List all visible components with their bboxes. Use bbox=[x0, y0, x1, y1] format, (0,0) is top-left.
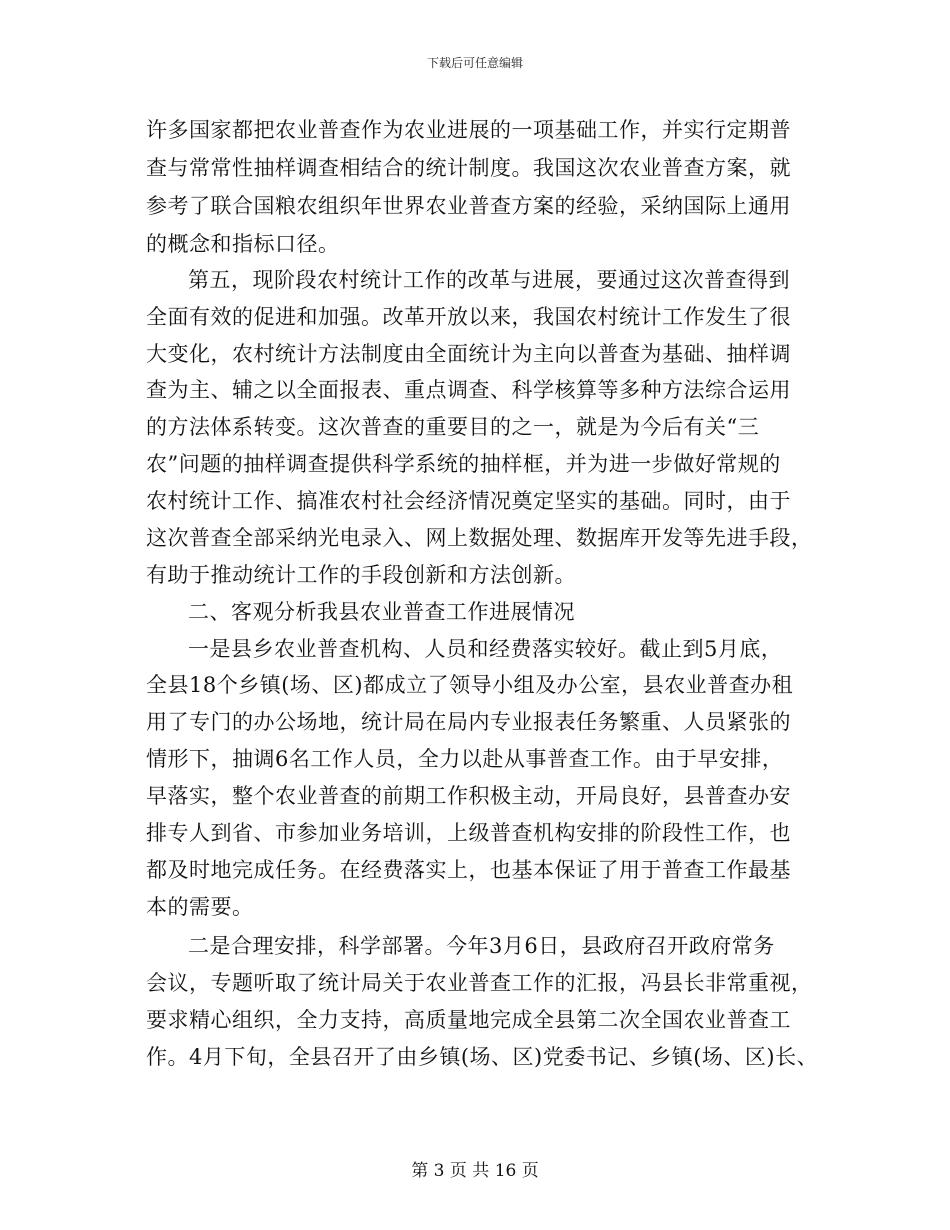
text-line: 要求精心组织，全力支持，高质量地完成全县第二次全国农业普查工 bbox=[146, 1008, 791, 1032]
text-line: 有助于推动统计工作的手段创新和方法创新。 bbox=[146, 563, 576, 587]
page-number-footer: 第 3 页 共 16 页 bbox=[411, 1161, 539, 1181]
text-line: 作。4月下旬，全县召开了由乡镇(场、区)党委书记、乡镇(场、区)长、 bbox=[146, 1045, 819, 1069]
text-line: 的概念和指标口径。 bbox=[146, 232, 340, 256]
text-line: 许多国家都把农业普查作为农业进展的一项基础工作，并实行定期普 bbox=[146, 118, 791, 142]
text-line: 全面有效的促进和加强。改革开放以来，我国农村统计工作发生了很 bbox=[146, 305, 791, 329]
text-line: 会议，专题听取了统计局关于农业普查工作的汇报，冯县长非常重视， bbox=[146, 971, 813, 995]
text-line: 都及时地完成任务。在经费落实上，也基本保证了用于普查工作最基 bbox=[146, 858, 791, 882]
text-line: 的方法体系转变。这次普查的重要目的之一，就是为今后有关“三 bbox=[146, 415, 760, 439]
text-line: 参考了联合国粮农组织年世界农业普查方案的经验，采纳国际上通用 bbox=[146, 194, 791, 218]
section-heading: 二、客观分析我县农业普查工作进展情况 bbox=[188, 600, 575, 624]
text-line: 农”问题的抽样调查提供科学系统的抽样框，并为进一步做好常规的 bbox=[146, 452, 781, 476]
text-line: 查与常常性抽样调查相结合的统计制度。我国这次农业普查方案，就 bbox=[146, 156, 791, 180]
text-line: 农村统计工作、搞准农村社会经济情况奠定坚实的基础。同时，由于 bbox=[146, 489, 791, 513]
text-line: 情形下，抽调6名工作人员，全力以赴从事普查工作。由于早安排， bbox=[146, 747, 784, 771]
text-line: 全县18个乡镇(场、区)都成立了领导小组及办公室，县农业普查办租 bbox=[146, 673, 794, 697]
paragraph-first-line: 二是合理安排，科学部署。今年3月6日，县政府召开政府常务 bbox=[188, 934, 775, 958]
text-line: 排专人到省、市参加业务培训，上级普查机构安排的阶段性工作，也 bbox=[146, 821, 791, 845]
text-line: 这次普查全部采纳光电录入、网上数据处理、数据库开发等先进手段， bbox=[146, 526, 813, 550]
text-line: 用了专门的办公场地，统计局在局内专业报表任务繁重、人员紧张的 bbox=[146, 710, 791, 734]
paragraph-first-line: 一是县乡农业普查机构、人员和经费落实较好。截止到5月底， bbox=[188, 637, 783, 661]
header-note: 下载后可任意编辑 bbox=[426, 56, 523, 70]
paragraph-first-line: 第五，现阶段农村统计工作的改革与进展，要通过这次普查得到 bbox=[188, 268, 790, 292]
text-line: 大变化，农村统计方法制度由全面统计为主向以普查为基础、抽样调 bbox=[146, 342, 791, 366]
text-line: 早落实，整个农业普查的前期工作积极主动，开局良好，县普查办安 bbox=[146, 784, 791, 808]
text-line: 本的需要。 bbox=[146, 895, 254, 919]
text-line: 查为主、辅之以全面报表、重点调查、科学核算等多种方法综合运用 bbox=[146, 378, 791, 402]
